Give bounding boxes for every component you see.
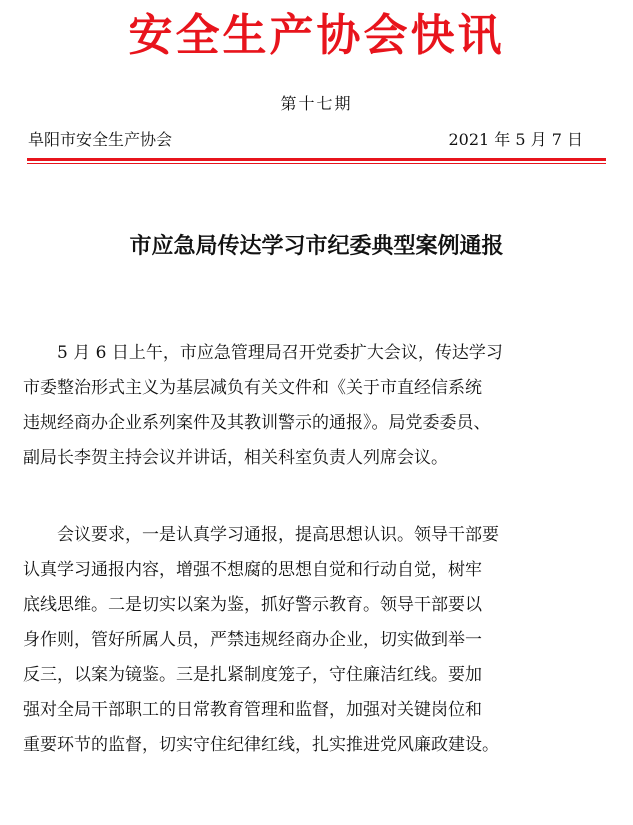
paragraph-line: 5 月 6 日上午，市应急管理局召开党委扩大会议，传达学习	[57, 343, 503, 363]
paragraph-line: 反三，以案为镜鉴。三是扎紧制度笼子，守住廉洁红线。要加	[23, 665, 482, 685]
paragraph-line: 强对全局干部职工的日常教育管理和监督，加强对关键岗位和	[23, 700, 482, 720]
header-rule-thin	[27, 163, 606, 164]
masthead-title: 安全生产协会快讯	[128, 10, 505, 61]
article-paragraph-1	[23, 336, 613, 476]
paragraph-line: 违规经商办企业系列案件及其教训警示的通报》。局党委委员、	[23, 413, 491, 433]
article-paragraph-2	[23, 518, 613, 763]
header-rule-thick	[27, 158, 606, 161]
paragraph-line: 会议要求，一是认真学习通报，提高思想认识。领导干部要	[57, 525, 499, 545]
publisher-name: 阜阳市安全生产协会	[28, 130, 173, 149]
paragraph-line: 市委整治形式主义为基层减负有关文件和《关于市直经信系统	[23, 378, 482, 398]
publication-date: 2021 年 5 月 7 日	[448, 130, 583, 149]
paragraph-line: 认真学习通报内容，增强不想腐的思想自觉和行动自觉，树牢	[23, 560, 482, 580]
issue-number: 第十七期	[280, 94, 353, 113]
paragraph-line: 副局长李贺主持会议并讲话，相关科室负责人列席会议。	[23, 448, 448, 468]
paragraph-line: 身作则，管好所属人员，严禁违规经商办企业，切实做到举一	[23, 630, 482, 650]
paragraph-line: 底线思维。二是切实以案为鉴，抓好警示教育。领导干部要以	[23, 595, 482, 615]
paragraph-line: 重要环节的监督，切实守住纪律红线，扎实推进党风廉政建设。	[23, 735, 499, 755]
article-title: 市应急局传达学习市纪委典型案例通报	[129, 233, 504, 259]
